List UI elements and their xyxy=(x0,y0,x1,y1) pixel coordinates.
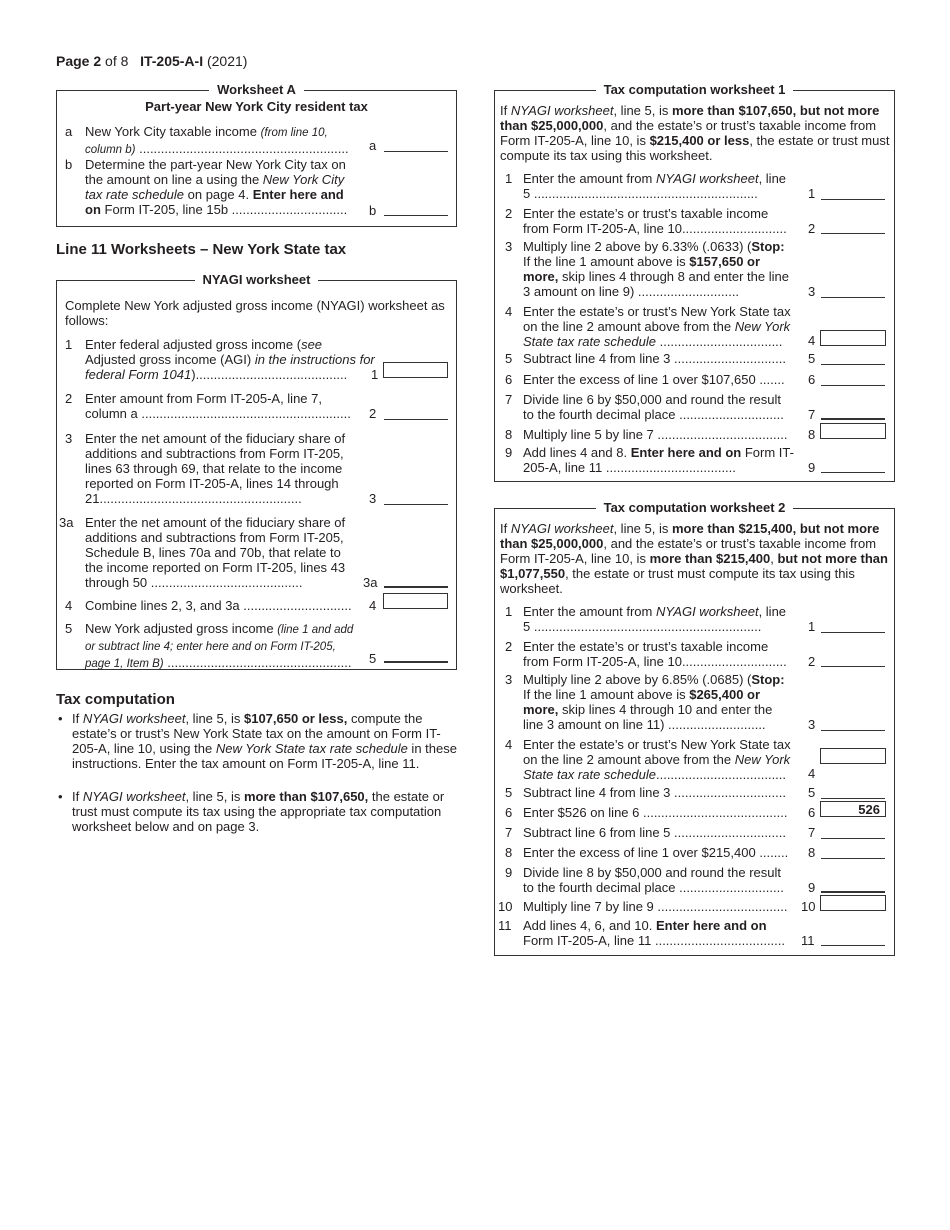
tcw1-line3-text: Multiply line 2 above by 6.33% (.0633) (Stop: If the line 1 amount above is $157,650 or more, skip lines 4 through 8 and enter the line 3 amount on line 9) ............................ xyxy=(523,239,789,299)
tcw2-intro: If NYAGI worksheet, line 5, is more than $215,400, but not more than $25,000,000, and the estate’s or trust’s taxable income from Form IT-205-A, line 10, is more than $215,400, but not more than $1,077,550, the estate or trust must compute its tax using this worksheet. xyxy=(500,521,888,596)
line-b-num: b xyxy=(65,157,73,172)
tcw1-line5-num: 5 xyxy=(505,351,513,366)
tcw2-line4-label: 4 xyxy=(808,766,816,781)
tcw1-line1-text: Enter the amount from NYAGI worksheet, line 5 .............................................................. xyxy=(523,171,787,201)
line-b-text: Determine the part-year New York City tax on the amount on line a using the New York City tax rate schedule on page 4. Enter here and on Form IT-205, line 15b ................................ xyxy=(85,157,348,217)
nyagi-line3a-label: 3a xyxy=(363,575,378,590)
nyagi-line3-text: Enter the net amount of the fiduciary share of additions and subtractions from Form IT-205, lines 63 through 69, that relate to the income reported on Form IT-205-A, lines 14 through 21........................................................ xyxy=(85,431,346,506)
tcw1-line7-label: 7 xyxy=(808,407,816,422)
nyagi-line2-num: 2 xyxy=(65,391,73,406)
tcw1-line8-text: Multiply line 5 by line 7 .................................... xyxy=(523,427,788,442)
tcw1-line4-box[interactable] xyxy=(820,330,886,346)
line11-heading: Line 11 Worksheets – New York State tax xyxy=(56,241,347,258)
tcw1-line7-num: 7 xyxy=(505,392,513,407)
tcw2-line2-entry[interactable] xyxy=(821,666,885,667)
nyagi-line2-label: 2 xyxy=(369,406,377,421)
tcw2-line3-num: 3 xyxy=(505,672,513,687)
worksheet-a xyxy=(56,82,457,227)
tcw1-line3-entry[interactable] xyxy=(821,297,885,298)
tcw1-line2-num: 2 xyxy=(505,206,513,221)
nyagi-line5-label: 5 xyxy=(369,651,377,666)
tcw1-line4-label: 4 xyxy=(808,333,816,348)
tcw2-line2-text: Enter the estate’s or trust’s taxable income from Form IT-205-A, line 10............................. xyxy=(523,639,787,669)
nyagi-line3-entry[interactable] xyxy=(384,504,448,505)
tcw2-title: Tax computation worksheet 2 xyxy=(495,500,894,515)
tcw1-line8-label: 8 xyxy=(808,427,816,442)
nyagi-line1-num: 1 xyxy=(65,337,73,352)
tcw1-line6-text: Enter the excess of line 1 over $107,650 ....... xyxy=(523,372,785,387)
tcw2-line7-entry[interactable] xyxy=(821,838,885,839)
nyagi-line2-entry[interactable] xyxy=(384,419,448,420)
tcw1-line4-num: 4 xyxy=(505,304,513,319)
tcw1-line7-entry[interactable] xyxy=(821,418,885,420)
tcw2-line3-entry[interactable] xyxy=(821,730,885,731)
tcw2-line4-num: 4 xyxy=(505,737,513,752)
nyagi-line4-num: 4 xyxy=(65,598,73,613)
nyagi-line3-label: 3 xyxy=(369,491,377,506)
tcw2-line11-num: 11 xyxy=(498,918,512,933)
nyagi-line3a-num: 3a xyxy=(59,515,74,530)
tcw2-line5-num: 5 xyxy=(505,785,513,800)
tax-computation-worksheet-1 xyxy=(494,82,895,482)
tax-computation-heading: Tax computation xyxy=(56,691,175,708)
nyagi-line3a-text: Enter the net amount of the fiduciary share of additions and subtractions from Form IT-205, Schedule B, lines 70a and 70b, that relate to the income reported on Form IT-205, lines 43 through 50 .......................................... xyxy=(85,515,346,590)
nyagi-line1-box[interactable] xyxy=(383,362,448,378)
nyagi-line5-num: 5 xyxy=(65,621,73,636)
tcw2-line8-entry[interactable] xyxy=(821,858,885,859)
tcw2-line2-num: 2 xyxy=(505,639,513,654)
tcw2-line11-label: 11 xyxy=(801,933,815,948)
tcw1-intro: If NYAGI worksheet, line 5, is more than $107,650, but not more than $25,000,000, and the estate’s or trust’s taxable income from Form IT-205-A, line 10, is $215,400 or less, the estate or trust must compute its tax using this worksheet. xyxy=(500,103,890,163)
tcw2-line3-label: 3 xyxy=(808,717,816,732)
tcw2-line10-num: 10 xyxy=(498,899,513,914)
tcw1-line6-entry[interactable] xyxy=(821,385,885,386)
nyagi-title: NYAGI worksheet xyxy=(57,272,456,287)
tcw1-line9-entry[interactable] xyxy=(821,472,885,473)
worksheet-a-title: Worksheet A xyxy=(57,82,456,97)
line-b-label: b xyxy=(369,203,377,218)
line-a-label: a xyxy=(369,138,377,153)
tcw2-line6-text: Enter $526 on line 6 ........................................ xyxy=(523,805,788,820)
tcw2-line11-entry[interactable] xyxy=(821,945,885,946)
tcw2-line4-box[interactable] xyxy=(820,748,886,764)
tcw2-line9-num: 9 xyxy=(505,865,513,880)
tcw2-line1-entry[interactable] xyxy=(821,632,885,633)
tcw2-line2-label: 2 xyxy=(808,654,816,669)
tcw2-line9-text: Divide line 8 by $50,000 and round the result to the fourth decimal place ............................. xyxy=(523,865,784,895)
tcw2-line6-value: 526 xyxy=(858,802,880,817)
tcw1-line9-text: Add lines 4 and 8. Enter here and on Form IT-205-A, line 11 .................................... xyxy=(523,445,794,475)
tcw1-line3-num: 3 xyxy=(505,239,513,254)
tcw2-line7-num: 7 xyxy=(505,825,513,840)
tcw1-line1-entry[interactable] xyxy=(821,199,885,200)
nyagi-line4-label: 4 xyxy=(369,598,377,613)
tcw1-line7-text: Divide line 6 by $50,000 and round the result to the fourth decimal place ............................. xyxy=(523,392,784,422)
nyagi-line4-box[interactable] xyxy=(383,593,448,609)
tcw1-line3-label: 3 xyxy=(808,284,816,299)
tcw1-line5-text: Subtract line 4 from line 3 ............................... xyxy=(523,351,786,366)
nyagi-intro: Complete New York adjusted gross income (NYAGI) worksheet as follows: xyxy=(65,298,445,328)
tcw2-line1-num: 1 xyxy=(505,604,513,619)
tcw2-line7-label: 7 xyxy=(808,825,816,840)
line-b-entry[interactable] xyxy=(384,215,448,216)
line-a-text: New York City taxable income (from line 10, column b) .......................................................... xyxy=(85,124,349,156)
worksheet-a-subtitle: Part-year New York City resident tax xyxy=(145,99,368,114)
nyagi-line2-text: Enter amount from Form IT-205-A, line 7, column a .......................................................... xyxy=(85,391,351,421)
tcw2-line4-text: Enter the estate’s or trust’s New York State tax on the line 2 amount above from the New York State tax rate schedule.................................... xyxy=(523,737,791,782)
nyagi-line1-label: 1 xyxy=(371,367,379,382)
nyagi-line5-entry[interactable] xyxy=(384,661,448,663)
tcw1-title: Tax computation worksheet 1 xyxy=(495,82,894,97)
tcw2-line8-label: 8 xyxy=(808,845,816,860)
tcw1-line9-num: 9 xyxy=(505,445,513,460)
tcw1-line2-text: Enter the estate’s or trust’s taxable income from Form IT-205-A, line 10............................. xyxy=(523,206,787,236)
line-a-num: a xyxy=(65,124,73,139)
tcw2-line8-num: 8 xyxy=(505,845,513,860)
nyagi-worksheet xyxy=(56,272,457,670)
tcw1-line2-label: 2 xyxy=(808,221,816,236)
tcw2-line6-box[interactable] xyxy=(820,801,886,817)
tcw1-line8-num: 8 xyxy=(505,427,513,442)
tcw1-line4-text: Enter the estate’s or trust’s New York State tax on the line 2 amount above from the New York State tax rate schedule .................................. xyxy=(523,304,791,349)
tcw2-line1-text: Enter the amount from NYAGI worksheet, line 5 ............................................................... xyxy=(523,604,787,634)
tcw2-line5-text: Subtract line 4 from line 3 ............................... xyxy=(523,785,786,800)
nyagi-line4-text: Combine lines 2, 3, and 3a .............................. xyxy=(85,598,352,613)
nyagi-line1-text: Enter federal adjusted gross income (see Adjusted gross income (AGI) in the instructions for federal Form 1041).......................................... xyxy=(85,337,375,382)
tcw1-line2-entry[interactable] xyxy=(821,233,885,234)
tax-computation-worksheet-2 xyxy=(494,500,895,956)
tcw2-line9-label: 9 xyxy=(808,880,816,895)
tcw2-line6-num: 6 xyxy=(505,805,513,820)
tcw1-line1-num: 1 xyxy=(505,171,513,186)
tcw1-line5-label: 5 xyxy=(808,351,816,366)
tcw1-line1-label: 1 xyxy=(808,186,816,201)
tcw2-line5-label: 5 xyxy=(808,785,816,800)
line-a-entry[interactable] xyxy=(384,151,448,152)
tcw2-line10-text: Multiply line 7 by line 9 .................................... xyxy=(523,899,788,914)
tcw1-line9-label: 9 xyxy=(808,460,816,475)
page-header: Page 2 of 8 IT-205-A-I (2021) xyxy=(56,53,248,69)
tcw2-line5-entry[interactable] xyxy=(821,798,885,799)
tcw2-line6-label: 6 xyxy=(808,805,816,820)
nyagi-line3-num: 3 xyxy=(65,431,73,446)
tcw2-line3-text: Multiply line 2 above by 6.85% (.0685) (Stop: If the line 1 amount above is $265,400 or more, skip lines 4 through 10 and enter the line 3 amount on line 11) ........................... xyxy=(523,672,785,732)
tcw1-line8-box[interactable] xyxy=(820,423,886,439)
tcw1-line6-label: 6 xyxy=(808,372,816,387)
tcw1-line6-num: 6 xyxy=(505,372,513,387)
tcw2-line1-label: 1 xyxy=(808,619,816,634)
tcw2-line11-text: Add lines 4, 6, and 10. Enter here and on Form IT-205-A, line 11 .................................... xyxy=(523,918,785,948)
tcw1-line5-entry[interactable] xyxy=(821,364,885,365)
tcw2-line7-text: Subtract line 6 from line 5 ............................... xyxy=(523,825,786,840)
nyagi-line3a-entry[interactable] xyxy=(384,586,448,588)
tcw2-line10-label: 10 xyxy=(801,899,816,914)
tcw2-line10-box[interactable] xyxy=(820,895,886,911)
tcw2-line8-text: Enter the excess of line 1 over $215,400 ........ xyxy=(523,845,789,860)
nyagi-line5-text: New York adjusted gross income (line 1 and add or subtract line 4; enter here and on Form IT-205, page 1, Item B) ................................................... xyxy=(85,621,354,670)
tcw2-line9-entry[interactable] xyxy=(821,891,885,893)
